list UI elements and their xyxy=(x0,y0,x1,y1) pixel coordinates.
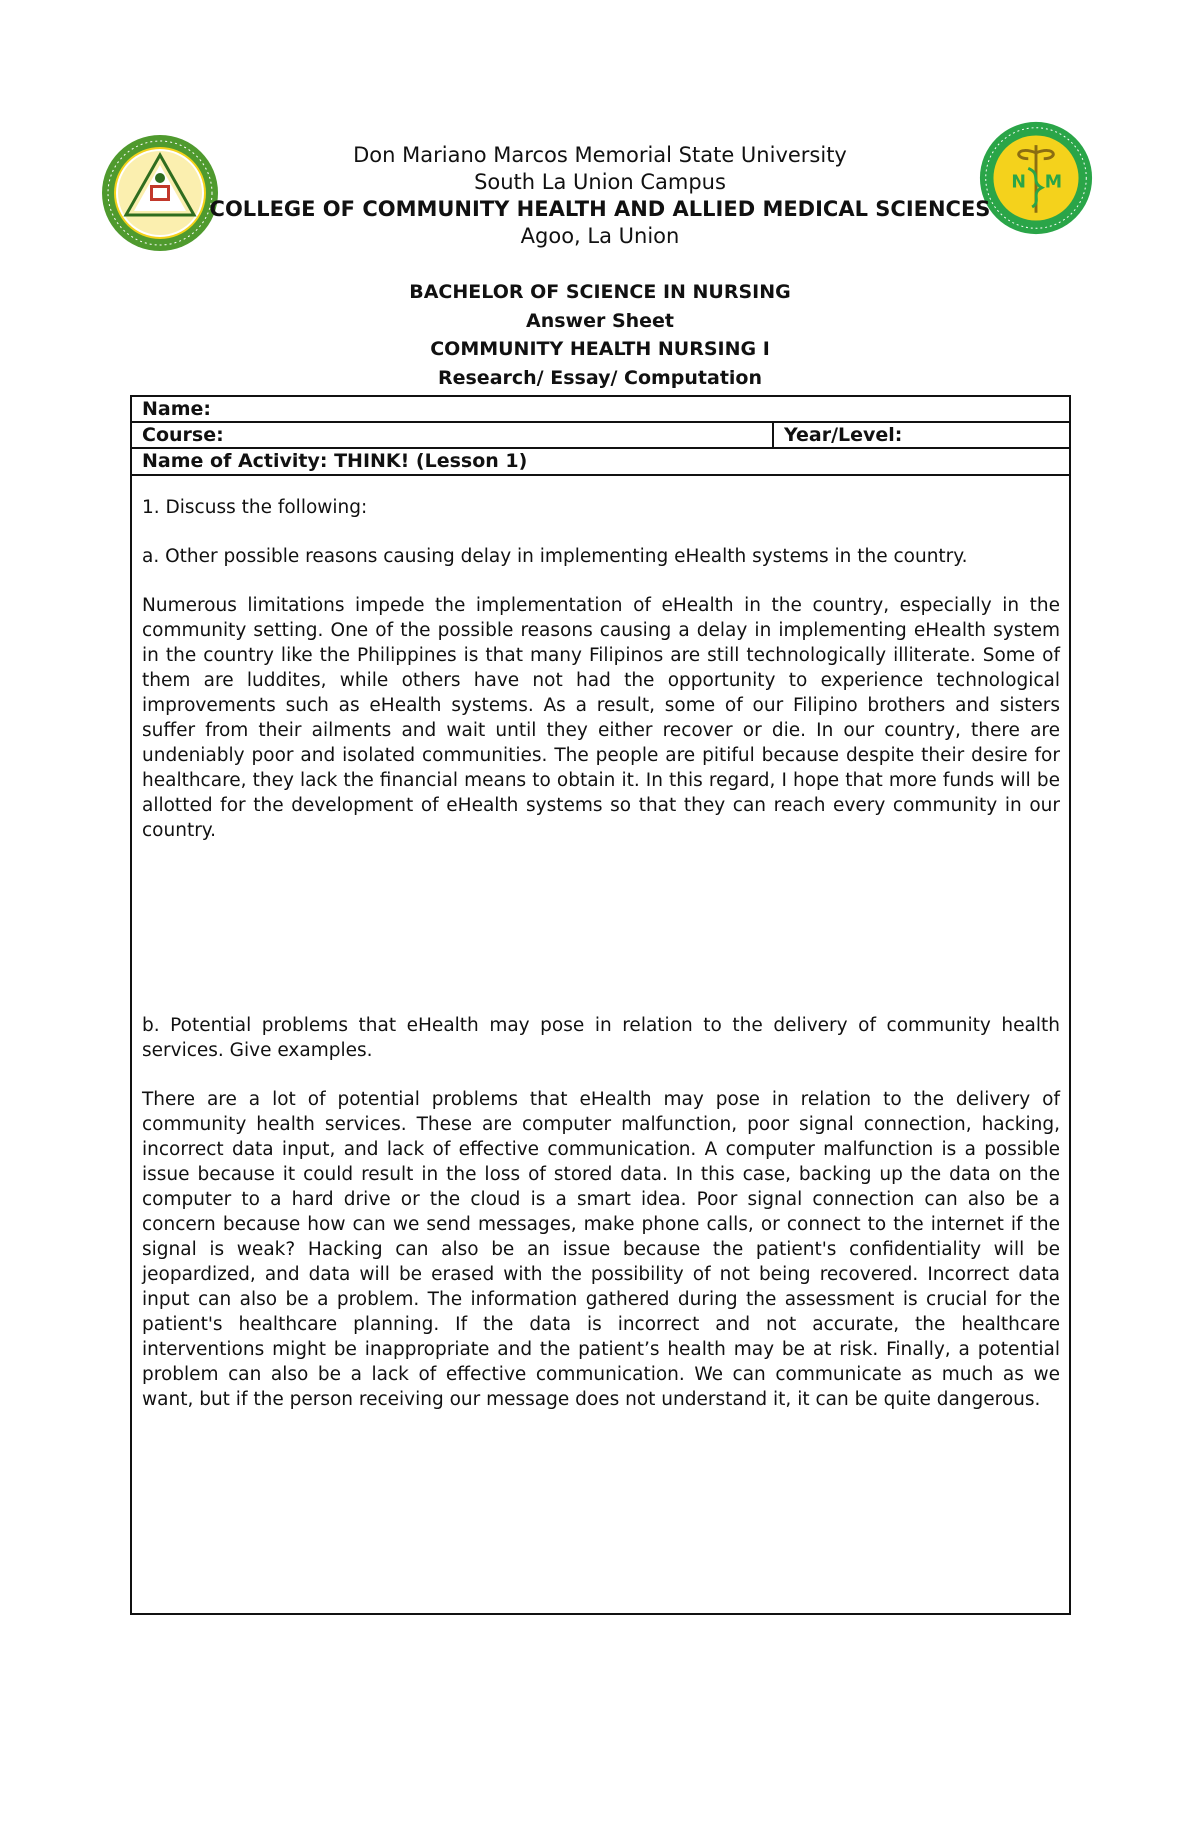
program-heading xyxy=(0,278,1200,392)
answer-b: There are a lot of potential problems that eHealth may pose in relation to the delivery of community health services. These are computer malfunction, poor signal connection, hacking, incorrect data input, and lack of effective communication. A computer malfunction is a possible issue because it could result in the loss of stored data. In this case, backing up the data on the computer to a hard drive or the cloud is a smart idea. Poor signal connection can also be a concern because how can we send messages, make phone calls, or connect to the internet if the signal is weak? Hacking can also be an issue because the patient's confidentiality will be jeopardized, and data will be erased with the possibility of not being recovered. Incorrect data input can also be a problem. The information gathered during the assessment is crucial for the patient's healthcare planning. If the data is incorrect and not accurate, the healthcare interventions might be inappropriate and the patient’s health may be at risk. Finally, a potential problem can also be a lack of effective communication. We can communicate as much as we want, but if the person receiving our message does not understand it, it can be quite dangerous. xyxy=(142,1089,1060,1410)
name-label: Name: xyxy=(142,398,212,420)
doc-type: Answer Sheet xyxy=(525,309,675,332)
program-name: BACHELOR OF SCIENCE IN NURSING xyxy=(409,281,791,303)
answer-a: Numerous limitations impede the implementation of eHealth in the country, especially in the community setting. One of the possible reasons causing a delay in implementing eHealth system in the country like the Philippines is that many Filipinos are still technologically illiterate. Some of them are luddites, while others have not had the opportunity to experience technological improvements such as eHealth systems. As a result, some of our Filipino brothers and sisters suffer from their ailments and wait until they either recover or die. In our country, there are undeniably poor and isolated communities. The people are pitiful because despite their desire for healthcare, they lack the financial means to obtain it. In this regard, I hope that more funds will be allotted for the development of eHealth systems so that they can reach every community in our country. xyxy=(142,595,1060,841)
year-level-label: Year/Level: xyxy=(784,424,903,446)
course-year-divider xyxy=(772,423,774,447)
activity-label: Name of Activity: THINK! (Lesson 1) xyxy=(142,450,528,472)
course-title: COMMUNITY HEALTH NURSING I xyxy=(430,338,770,360)
activity-type: Research/ Essay/ Computation xyxy=(437,366,763,389)
question-b: b. Potential problems that eHealth may pose in relation to the delivery of community health services. Give examples. xyxy=(142,1015,1060,1061)
svg-text:M: M xyxy=(1044,172,1063,193)
document-header xyxy=(0,0,1200,400)
answer-content xyxy=(142,495,1060,1412)
activity-row xyxy=(132,449,1069,476)
name-row xyxy=(132,397,1069,423)
course-label: Course: xyxy=(142,424,224,446)
instruction: 1. Discuss the following: xyxy=(142,497,368,518)
svg-text:N: N xyxy=(1011,172,1026,193)
university-heading xyxy=(0,142,1200,250)
question-a: a. Other possible reasons causing delay in implementing eHealth systems in the country. xyxy=(142,546,968,567)
university-name: Don Mariano Marcos Memorial State University xyxy=(353,143,847,167)
course-row xyxy=(132,423,1069,449)
campus-name: South La Union Campus xyxy=(474,170,726,194)
location: Agoo, La Union xyxy=(520,224,680,248)
college-name: COLLEGE OF COMMUNITY HEALTH AND ALLIED MEDICAL SCIENCES xyxy=(209,197,991,221)
answer-sheet-frame xyxy=(130,395,1071,1615)
